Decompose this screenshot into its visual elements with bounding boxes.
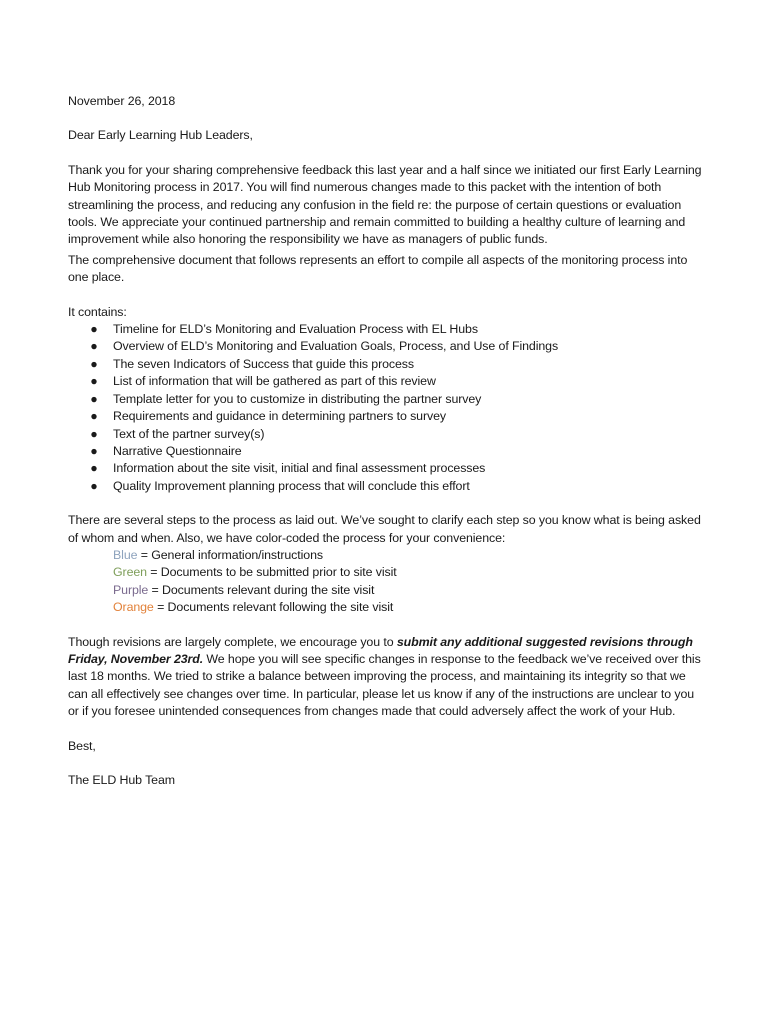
- bullet-icon: ●: [90, 339, 98, 354]
- bullet-icon: ●: [90, 478, 98, 493]
- bullet-icon: ●: [90, 426, 98, 441]
- letter-page: [68, 93, 708, 789]
- revisions-lead-text: Though revisions are largely complete, we encourage you to: [68, 634, 397, 649]
- contents-list-item-text: List of information that will be gathered as part of this review: [113, 374, 436, 389]
- bullet-icon: ●: [90, 443, 98, 458]
- contents-list-item-text: Timeline for ELD’s Monitoring and Evaluation Process with EL Hubs: [113, 322, 478, 337]
- revisions-rest-text: We hope you will see specific changes in response to the feedback we’ve received over this last 18 months. We tried to strike a balance between improving the process, and maintaining its integrity so that we can all effectively see changes over time. In particular, please let us know if any of the instructions are unclear to you or if you foresee unintended consequences from changes made that could adversely affect the work of your Hub.: [68, 651, 701, 719]
- color-legend-name: Purple: [113, 582, 149, 597]
- contents-list-item: [68, 356, 708, 373]
- color-legend-description: = General information/instructions: [137, 547, 323, 562]
- color-legend-description: = Documents relevant following the site visit: [153, 600, 394, 615]
- color-legend-row: [113, 582, 708, 599]
- paragraph-revisions: [68, 634, 708, 721]
- bullet-icon: ●: [90, 391, 98, 406]
- paragraph-document-purpose: The comprehensive document that follows represents an effort to compile all aspects of the monitoring process into one place.: [68, 252, 688, 285]
- contents-list-item-text: Overview of ELD’s Monitoring and Evaluation Goals, Process, and Use of Findings: [113, 339, 559, 354]
- contents-label: It contains:: [68, 304, 127, 319]
- contents-list-item: [68, 460, 708, 477]
- contents-list-item-text: Quality Improvement planning process that will conclude this effort: [113, 478, 470, 493]
- closing: Best,: [68, 738, 96, 753]
- color-legend-name: Green: [113, 565, 147, 580]
- signature: The ELD Hub Team: [68, 773, 175, 787]
- revisions-deadline-emphasis: submit any additional suggested revisions through Friday, November 23rd.: [68, 634, 693, 666]
- color-legend-name: Blue: [113, 547, 138, 562]
- bullet-icon: ●: [90, 461, 98, 476]
- contents-list-item: [68, 408, 708, 425]
- contents-list-item-text: Requirements and guidance in determining partners to survey: [113, 409, 446, 424]
- contents-list-item-text: Text of the partner survey(s): [113, 426, 265, 441]
- contents-list-item-text: Template letter for you to customize in distributing the partner survey: [113, 391, 482, 406]
- color-legend-row: [113, 599, 708, 616]
- paragraph-steps: There are several steps to the process as laid out. We’ve sought to clarify each step so you know what is being asked of whom and when. Also, we have color-coded the process for your convenience:: [68, 513, 701, 545]
- contents-list-item-text: Narrative Questionnaire: [113, 443, 242, 458]
- contents-list-item: [68, 478, 708, 495]
- color-legend: [113, 547, 708, 617]
- color-legend-description: = Documents relevant during the site visit: [148, 582, 375, 597]
- contents-list: [68, 321, 708, 495]
- bullet-icon: ●: [90, 374, 98, 389]
- paragraph-intro: Thank you for your sharing comprehensive feedback this last year and a half since we initiated our first Early Learning Hub Monitoring process in 2017. You will find numerous changes made to this packet with the intention of both streamlining the process, and reducing any confusion in the field re: the purpose of certain questions or evaluation tools. We appreciate your continued partnership and remain committed to building a healthy culture of learning and improvement while also honoring the responsibility we have as managers of public funds.: [68, 162, 702, 247]
- color-legend-row: [113, 564, 708, 581]
- contents-list-item: [68, 321, 708, 338]
- letter-date: November 26, 2018: [68, 94, 176, 108]
- bullet-icon: ●: [90, 356, 98, 371]
- contents-list-item: [68, 426, 708, 443]
- contents-list-item-text: Information about the site visit, initial and final assessment processes: [113, 461, 486, 476]
- color-legend-row: [113, 547, 708, 564]
- bullet-icon: ●: [90, 322, 98, 337]
- salutation: Dear Early Learning Hub Leaders,: [68, 128, 253, 143]
- contents-list-item: [68, 391, 708, 408]
- color-legend-description: = Documents to be submitted prior to site visit: [146, 565, 397, 580]
- bullet-icon: ●: [90, 409, 98, 424]
- contents-list-item: [68, 338, 708, 355]
- contents-list-item: [68, 443, 708, 460]
- contents-list-item: [68, 373, 708, 390]
- color-legend-name: Orange: [113, 600, 154, 615]
- contents-list-item-text: The seven Indicators of Success that guide this process: [113, 356, 414, 371]
